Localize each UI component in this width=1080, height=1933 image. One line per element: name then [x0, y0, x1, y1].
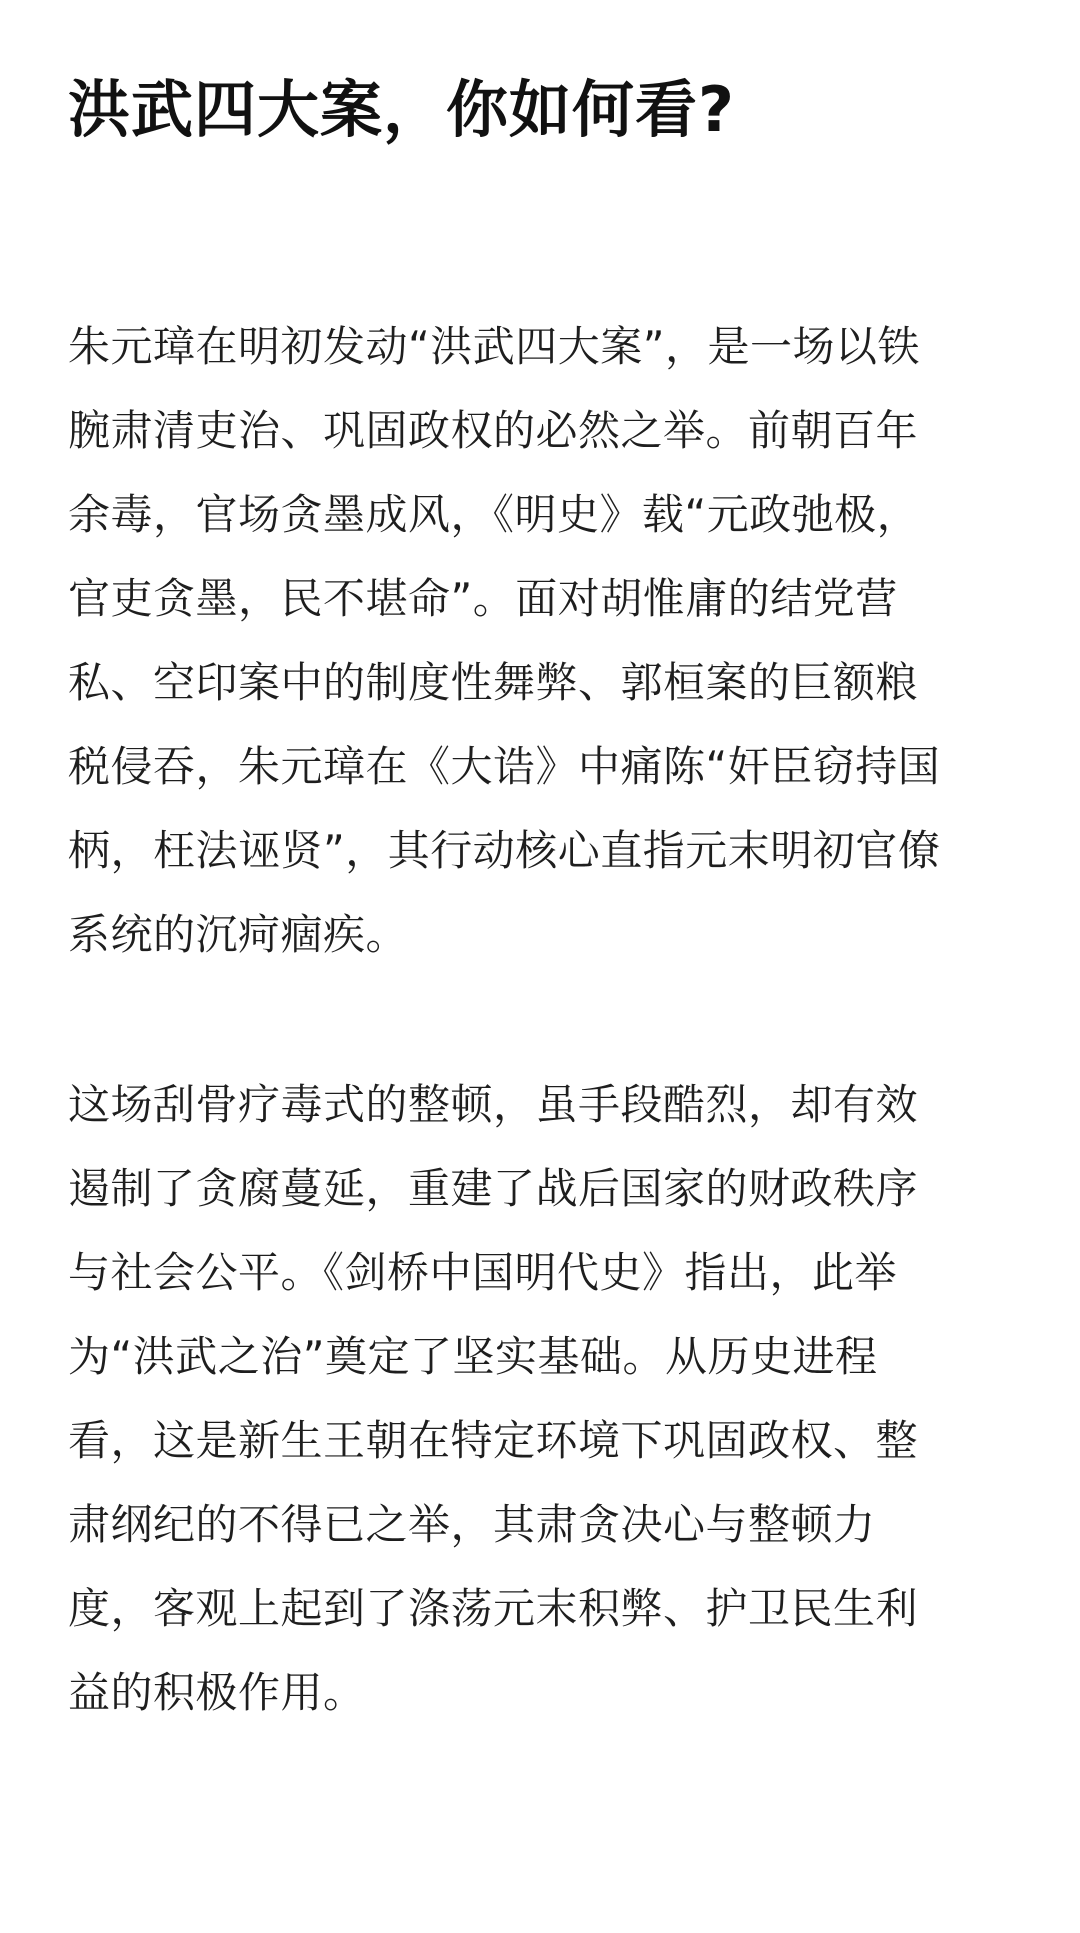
paragraph-line: 看，这是新生王朝在特定环境下巩固政权、整: [68, 1416, 919, 1465]
paragraph-line: 这场刮骨疗毒式的整顿，虽手段酷烈，却有效: [68, 1080, 919, 1129]
paragraph-line: 朱元璋在明初发动“洪武四大案”，是一场以铁: [68, 322, 921, 371]
paragraph-line: 腕肃清吏治、巩固政权的必然之举。前朝百年: [68, 406, 919, 455]
paragraph-line: 余毒，官场贪墨成风，《明史》载“元政弛极，: [68, 490, 920, 539]
paragraph-line: 柄，枉法诬贤”，其行动核心直指元末明初官僚: [68, 826, 941, 875]
paragraph-line: 私、空印案中的制度性舞弊、郭桓案的巨额粮: [68, 658, 919, 707]
paragraph-line: 度，客观上起到了涤荡元末积弊、护卫民生利: [68, 1584, 919, 1633]
paragraph-line: 益的积极作用。: [68, 1668, 366, 1717]
article-paragraph-1: [68, 305, 1008, 977]
article-title: 洪武四大案，你如何看?: [68, 73, 735, 146]
paragraph-line: 系统的沉疴痼疾。: [68, 910, 409, 959]
article-paragraph-2: [68, 1063, 1008, 1735]
paragraph-line: 与社会公平。《剑桥中国明代史》指出，此举: [68, 1248, 898, 1297]
paragraph-line: 肃纲纪的不得已之举，其肃贪决心与整顿力: [68, 1500, 876, 1549]
paragraph-line: 官吏贪墨，民不堪命”。面对胡惟庸的结党营: [68, 574, 898, 623]
paragraph-line: 税侵吞，朱元璋在《大诰》中痛陈“奸臣窃持国: [68, 742, 941, 791]
paragraph-line: 遏制了贪腐蔓延，重建了战后国家的财政秩序: [68, 1164, 919, 1213]
paragraph-line: 为“洪武之治”奠定了坚实基础。从历史进程: [68, 1332, 878, 1381]
